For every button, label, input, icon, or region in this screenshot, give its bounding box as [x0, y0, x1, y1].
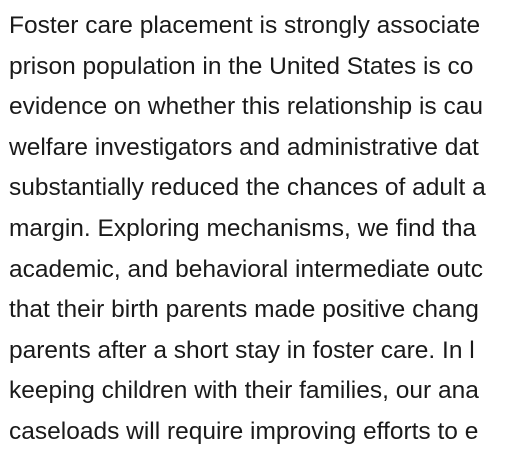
- abstract-paragraph: [9, 6, 520, 453]
- text-line: margin. Exploring mechanisms, we find tha: [9, 214, 477, 242]
- text-line: academic, and behavioral intermediate outc: [9, 255, 483, 283]
- text-line: evidence on whether this relationship is cau: [9, 93, 483, 121]
- text-line: that their birth parents made positive chang: [9, 296, 479, 324]
- text-line: Foster care placement is strongly associate: [9, 12, 481, 39]
- text-line: substantially reduced the chances of adult a: [9, 174, 486, 202]
- text-line: prison population in the United States is co: [9, 52, 474, 80]
- text-line: parents after a short stay in foster care. In l: [9, 336, 475, 364]
- text-line: welfare investigators and administrative dat: [9, 133, 479, 161]
- text-line: caseloads will require improving efforts to e: [9, 417, 479, 445]
- text-line: keeping children with their families, our ana: [9, 377, 479, 405]
